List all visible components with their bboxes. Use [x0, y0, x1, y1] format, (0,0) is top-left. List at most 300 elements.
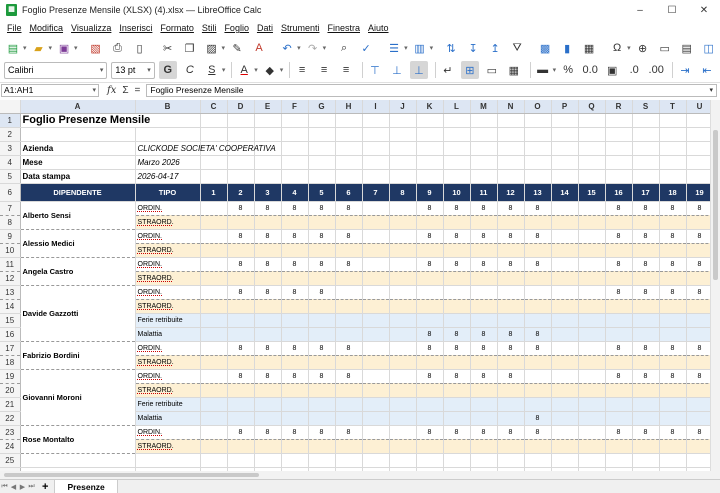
hours-cell[interactable]: [281, 355, 308, 369]
empty-cell[interactable]: [470, 127, 497, 141]
tipo-cell[interactable]: Malattia: [135, 327, 200, 341]
hours-cell[interactable]: [605, 313, 632, 327]
empty-cell[interactable]: [335, 141, 362, 155]
hours-cell[interactable]: 8: [659, 285, 686, 299]
row-icon[interactable]: ☰: [389, 42, 400, 55]
hours-cell[interactable]: [362, 425, 389, 439]
hours-cell[interactable]: [659, 411, 686, 425]
hours-cell[interactable]: [632, 299, 659, 313]
decrease-indent-icon[interactable]: ⇤: [702, 64, 712, 77]
hours-cell[interactable]: [524, 313, 551, 327]
hours-cell[interactable]: [551, 229, 578, 243]
menu-foglio[interactable]: Foglio: [224, 23, 249, 33]
hours-cell[interactable]: [281, 299, 308, 313]
hours-cell[interactable]: [470, 439, 497, 453]
hours-cell[interactable]: [686, 215, 713, 229]
empty-cell[interactable]: [416, 113, 443, 127]
hours-cell[interactable]: 8: [281, 257, 308, 271]
hours-cell[interactable]: [551, 355, 578, 369]
hours-cell[interactable]: [605, 383, 632, 397]
horizontal-scrollbar[interactable]: [0, 471, 720, 479]
hours-cell[interactable]: 8: [443, 425, 470, 439]
hours-cell[interactable]: 8: [416, 369, 443, 383]
column-header-l[interactable]: L: [443, 100, 470, 113]
hours-cell[interactable]: [605, 243, 632, 257]
empty-cell[interactable]: [470, 113, 497, 127]
empty-cell[interactable]: [416, 155, 443, 169]
empty-cell[interactable]: [389, 113, 416, 127]
font-color-icon[interactable]: A: [240, 64, 248, 76]
empty-cell[interactable]: [659, 141, 686, 155]
hours-cell[interactable]: [362, 243, 389, 257]
font-name-box[interactable]: Calibri ▾: [4, 62, 107, 79]
hours-cell[interactable]: 8: [308, 341, 335, 355]
hours-cell[interactable]: [659, 215, 686, 229]
hours-cell[interactable]: [362, 383, 389, 397]
hours-cell[interactable]: [443, 397, 470, 411]
prev-sheet-icon[interactable]: ◀: [10, 483, 17, 491]
hours-cell[interactable]: 8: [281, 369, 308, 383]
empty-cell[interactable]: [227, 169, 254, 183]
hours-cell[interactable]: [470, 411, 497, 425]
hours-cell[interactable]: [686, 271, 713, 285]
hours-cell[interactable]: [335, 411, 362, 425]
hours-cell[interactable]: [308, 299, 335, 313]
hours-cell[interactable]: [308, 243, 335, 257]
empty-cell[interactable]: [135, 453, 200, 467]
hours-cell[interactable]: [362, 355, 389, 369]
highlight-color-icon[interactable]: ◆: [265, 64, 274, 77]
header-day[interactable]: 2: [227, 183, 254, 201]
employee-name[interactable]: Alberto Sensi: [20, 201, 135, 229]
menu-dati[interactable]: Dati: [256, 23, 273, 33]
hours-cell[interactable]: 8: [686, 425, 713, 439]
hours-cell[interactable]: [443, 411, 470, 425]
pivot-table-icon[interactable]: ▦: [583, 42, 595, 55]
hours-cell[interactable]: [416, 243, 443, 257]
hours-cell[interactable]: [335, 243, 362, 257]
hours-cell[interactable]: [227, 411, 254, 425]
hours-cell[interactable]: [362, 229, 389, 243]
empty-cell[interactable]: [578, 453, 605, 467]
row-header-13[interactable]: 13: [0, 285, 20, 299]
hours-cell[interactable]: [578, 313, 605, 327]
empty-cell[interactable]: [254, 113, 281, 127]
hours-cell[interactable]: 8: [254, 257, 281, 271]
hours-cell[interactable]: [254, 355, 281, 369]
empty-cell[interactable]: [524, 155, 551, 169]
hours-cell[interactable]: [497, 243, 524, 257]
hours-cell[interactable]: [659, 383, 686, 397]
hours-cell[interactable]: 8: [524, 201, 551, 215]
hours-cell[interactable]: [362, 439, 389, 453]
hours-cell[interactable]: [335, 327, 362, 341]
row-header-2[interactable]: 2: [0, 127, 20, 141]
empty-cell[interactable]: [281, 453, 308, 467]
empty-cell[interactable]: [686, 169, 713, 183]
hours-cell[interactable]: [389, 299, 416, 313]
autofilter-icon[interactable]: ⛛: [512, 41, 522, 54]
hours-cell[interactable]: 8: [470, 201, 497, 215]
row-header-5[interactable]: 5: [0, 169, 20, 183]
hours-cell[interactable]: [632, 397, 659, 411]
hours-cell[interactable]: [659, 439, 686, 453]
column-header-g[interactable]: G: [308, 100, 335, 113]
column-header-r[interactable]: R: [605, 100, 632, 113]
hours-cell[interactable]: [362, 201, 389, 215]
hours-cell[interactable]: [524, 299, 551, 313]
empty-cell[interactable]: [605, 113, 632, 127]
hours-cell[interactable]: 8: [632, 425, 659, 439]
tipo-cell[interactable]: STRAORD.: [135, 383, 200, 397]
row-header-9[interactable]: 9: [0, 229, 20, 243]
header-day[interactable]: 9: [416, 183, 443, 201]
undo-icon[interactable]: ↶: [282, 42, 292, 55]
hours-cell[interactable]: [308, 313, 335, 327]
empty-cell[interactable]: [632, 155, 659, 169]
empty-cell[interactable]: [497, 113, 524, 127]
hours-cell[interactable]: [551, 439, 578, 453]
hours-cell[interactable]: [497, 271, 524, 285]
hours-cell[interactable]: 8: [416, 229, 443, 243]
hours-cell[interactable]: [551, 327, 578, 341]
hours-cell[interactable]: [389, 411, 416, 425]
hours-cell[interactable]: [362, 215, 389, 229]
print-preview-icon[interactable]: ▯: [136, 42, 143, 55]
empty-cell[interactable]: [254, 127, 281, 141]
hours-cell[interactable]: 8: [227, 229, 254, 243]
currency-format-icon[interactable]: ▬: [537, 64, 549, 76]
spreadsheet-grid[interactable]: [0, 100, 710, 471]
hours-cell[interactable]: [632, 327, 659, 341]
hours-cell[interactable]: [335, 299, 362, 313]
hours-cell[interactable]: [632, 439, 659, 453]
insert-image-icon[interactable]: ▩: [539, 42, 551, 55]
empty-cell[interactable]: [497, 127, 524, 141]
row-header-12[interactable]: 12: [0, 271, 20, 285]
hours-cell[interactable]: [416, 299, 443, 313]
empty-cell[interactable]: [551, 141, 578, 155]
hours-cell[interactable]: [443, 383, 470, 397]
hours-cell[interactable]: [497, 355, 524, 369]
clone-formatting-icon[interactable]: ✎: [232, 42, 242, 55]
hours-cell[interactable]: [281, 439, 308, 453]
hours-cell[interactable]: 8: [281, 425, 308, 439]
hours-cell[interactable]: [308, 271, 335, 285]
empty-cell[interactable]: [443, 127, 470, 141]
hours-cell[interactable]: [227, 215, 254, 229]
hours-cell[interactable]: [227, 439, 254, 453]
hours-cell[interactable]: 8: [443, 341, 470, 355]
empty-cell[interactable]: [200, 113, 227, 127]
empty-cell[interactable]: [254, 155, 281, 169]
empty-cell[interactable]: [524, 127, 551, 141]
hours-cell[interactable]: [254, 313, 281, 327]
menu-visualizza[interactable]: Visualizza: [71, 23, 112, 33]
hours-cell[interactable]: [470, 285, 497, 299]
hours-cell[interactable]: 8: [227, 285, 254, 299]
hours-cell[interactable]: 8: [335, 229, 362, 243]
empty-cell[interactable]: [416, 141, 443, 155]
hours-cell[interactable]: [227, 355, 254, 369]
info-label[interactable]: Mese: [20, 155, 135, 169]
sum-icon[interactable]: Σ: [122, 84, 129, 96]
hours-cell[interactable]: 8: [659, 341, 686, 355]
hours-cell[interactable]: 8: [470, 257, 497, 271]
column-header-t[interactable]: T: [659, 100, 686, 113]
empty-cell[interactable]: [632, 169, 659, 183]
horizontal-scroll-thumb[interactable]: [4, 473, 259, 477]
hours-cell[interactable]: [200, 383, 227, 397]
hours-cell[interactable]: [686, 397, 713, 411]
hours-cell[interactable]: 8: [335, 257, 362, 271]
hours-cell[interactable]: [524, 271, 551, 285]
hours-cell[interactable]: [605, 355, 632, 369]
hours-cell[interactable]: [335, 355, 362, 369]
empty-cell[interactable]: [416, 127, 443, 141]
empty-cell[interactable]: [605, 141, 632, 155]
row-header-20[interactable]: 20: [0, 383, 20, 397]
hours-cell[interactable]: [308, 397, 335, 411]
last-sheet-icon[interactable]: ⏭: [28, 482, 35, 490]
hours-cell[interactable]: [335, 215, 362, 229]
hours-cell[interactable]: 8: [443, 327, 470, 341]
hours-cell[interactable]: 8: [335, 341, 362, 355]
hours-cell[interactable]: 8: [524, 341, 551, 355]
hours-cell[interactable]: [686, 355, 713, 369]
hours-cell[interactable]: [578, 285, 605, 299]
empty-cell[interactable]: [659, 453, 686, 467]
hours-cell[interactable]: 8: [227, 425, 254, 439]
hours-cell[interactable]: [200, 355, 227, 369]
hours-cell[interactable]: [254, 299, 281, 313]
row-header-24[interactable]: 24: [0, 439, 20, 453]
hours-cell[interactable]: [389, 257, 416, 271]
empty-cell[interactable]: [686, 453, 713, 467]
column-header-m[interactable]: M: [470, 100, 497, 113]
hours-cell[interactable]: [227, 313, 254, 327]
empty-cell[interactable]: [227, 127, 254, 141]
hours-cell[interactable]: 8: [281, 229, 308, 243]
empty-cell[interactable]: [524, 141, 551, 155]
header-day[interactable]: 18: [659, 183, 686, 201]
hours-cell[interactable]: [578, 201, 605, 215]
hours-cell[interactable]: [605, 327, 632, 341]
header-day[interactable]: 11: [470, 183, 497, 201]
hours-cell[interactable]: [389, 369, 416, 383]
sheet-title[interactable]: Foglio Presenze Mensile: [20, 113, 200, 127]
hours-cell[interactable]: 8: [659, 369, 686, 383]
empty-cell[interactable]: [308, 169, 335, 183]
hours-cell[interactable]: [443, 299, 470, 313]
empty-cell[interactable]: [605, 155, 632, 169]
open-folder-icon[interactable]: ▰: [34, 42, 43, 55]
hours-cell[interactable]: [497, 439, 524, 453]
hours-cell[interactable]: [497, 313, 524, 327]
row-header-3[interactable]: 3: [0, 141, 20, 155]
hours-cell[interactable]: 8: [281, 341, 308, 355]
menu-stili[interactable]: Stili: [201, 23, 217, 33]
hours-cell[interactable]: 8: [254, 201, 281, 215]
tipo-cell[interactable]: ORDIN.: [135, 257, 200, 271]
row-header-1[interactable]: 1: [0, 113, 20, 127]
hours-cell[interactable]: [227, 243, 254, 257]
empty-cell[interactable]: [308, 141, 335, 155]
hours-cell[interactable]: [632, 243, 659, 257]
header-day[interactable]: 12: [497, 183, 524, 201]
first-sheet-icon[interactable]: ⏮: [1, 482, 8, 490]
hours-cell[interactable]: [659, 313, 686, 327]
hours-cell[interactable]: [254, 383, 281, 397]
empty-cell[interactable]: [686, 113, 713, 127]
hours-cell[interactable]: 8: [470, 327, 497, 341]
empty-cell[interactable]: [578, 127, 605, 141]
empty-cell[interactable]: [335, 127, 362, 141]
hours-cell[interactable]: 8: [632, 257, 659, 271]
header-day[interactable]: 8: [389, 183, 416, 201]
hours-cell[interactable]: [551, 257, 578, 271]
hours-cell[interactable]: [254, 271, 281, 285]
hours-cell[interactable]: 8: [686, 201, 713, 215]
hours-cell[interactable]: 8: [281, 201, 308, 215]
hours-cell[interactable]: 8: [497, 327, 524, 341]
hours-cell[interactable]: [659, 299, 686, 313]
hours-cell[interactable]: [281, 215, 308, 229]
employee-name[interactable]: Fabrizio Bordini: [20, 341, 135, 369]
tipo-cell[interactable]: ORDIN.: [135, 425, 200, 439]
sheet-tab-presenze[interactable]: Presenze: [54, 480, 117, 493]
row-header-4[interactable]: 4: [0, 155, 20, 169]
number-format-icon[interactable]: 0.0: [582, 64, 598, 76]
empty-cell[interactable]: [605, 127, 632, 141]
empty-cell[interactable]: [551, 127, 578, 141]
hours-cell[interactable]: 8: [605, 229, 632, 243]
empty-cell[interactable]: [308, 127, 335, 141]
hours-cell[interactable]: [632, 215, 659, 229]
empty-cell[interactable]: [524, 453, 551, 467]
header-day[interactable]: 13: [524, 183, 551, 201]
empty-cell[interactable]: [308, 155, 335, 169]
wrap-text-icon[interactable]: ↵: [443, 64, 453, 77]
hours-cell[interactable]: [389, 439, 416, 453]
empty-cell[interactable]: [659, 127, 686, 141]
merge-center-icon[interactable]: ⊞: [461, 61, 479, 79]
hours-cell[interactable]: 8: [335, 425, 362, 439]
hours-cell[interactable]: [389, 313, 416, 327]
hours-cell[interactable]: 8: [605, 257, 632, 271]
hours-cell[interactable]: [524, 383, 551, 397]
hours-cell[interactable]: 8: [227, 201, 254, 215]
hours-cell[interactable]: [578, 383, 605, 397]
hours-cell[interactable]: [254, 397, 281, 411]
hours-cell[interactable]: 8: [497, 257, 524, 271]
empty-cell[interactable]: [389, 155, 416, 169]
empty-cell[interactable]: [362, 141, 389, 155]
info-label[interactable]: Azienda: [20, 141, 135, 155]
hours-cell[interactable]: 8: [227, 257, 254, 271]
hours-cell[interactable]: [389, 355, 416, 369]
hours-cell[interactable]: [389, 271, 416, 285]
hours-cell[interactable]: [335, 313, 362, 327]
hours-cell[interactable]: [578, 411, 605, 425]
hours-cell[interactable]: [389, 341, 416, 355]
hours-cell[interactable]: [200, 243, 227, 257]
percent-format-icon[interactable]: %: [563, 64, 574, 76]
hours-cell[interactable]: [686, 299, 713, 313]
row-header-8[interactable]: 8: [0, 215, 20, 229]
hours-cell[interactable]: [686, 383, 713, 397]
hours-cell[interactable]: 8: [416, 257, 443, 271]
align-center-icon[interactable]: ≡: [320, 64, 328, 76]
hours-cell[interactable]: 8: [443, 201, 470, 215]
tipo-cell[interactable]: STRAORD.: [135, 243, 200, 257]
column-header-h[interactable]: H: [335, 100, 362, 113]
empty-cell[interactable]: [362, 155, 389, 169]
empty-cell[interactable]: [389, 453, 416, 467]
hours-cell[interactable]: [497, 285, 524, 299]
employee-name[interactable]: Davide Gazzotti: [20, 285, 135, 341]
hours-cell[interactable]: [605, 411, 632, 425]
hours-cell[interactable]: [227, 383, 254, 397]
empty-cell[interactable]: [200, 155, 227, 169]
italic-icon[interactable]: C: [185, 64, 194, 76]
hours-cell[interactable]: [551, 341, 578, 355]
hours-cell[interactable]: [578, 257, 605, 271]
hours-cell[interactable]: 8: [686, 369, 713, 383]
hours-cell[interactable]: [659, 271, 686, 285]
hours-cell[interactable]: [470, 355, 497, 369]
empty-cell[interactable]: [605, 169, 632, 183]
hours-cell[interactable]: [389, 383, 416, 397]
column-header-c[interactable]: C: [200, 100, 227, 113]
hours-cell[interactable]: 8: [659, 425, 686, 439]
empty-cell[interactable]: [362, 127, 389, 141]
hours-cell[interactable]: [389, 425, 416, 439]
headers-footers-icon[interactable]: ▤: [681, 42, 692, 55]
hours-cell[interactable]: [362, 299, 389, 313]
employee-name[interactable]: Angela Castro: [20, 257, 135, 285]
add-sheet-icon[interactable]: +: [42, 480, 49, 493]
empty-cell[interactable]: [335, 169, 362, 183]
empty-cell[interactable]: [551, 169, 578, 183]
hours-cell[interactable]: [470, 215, 497, 229]
empty-cell[interactable]: [200, 127, 227, 141]
hours-cell[interactable]: [200, 425, 227, 439]
header-day[interactable]: 5: [308, 183, 335, 201]
empty-cell[interactable]: [686, 127, 713, 141]
empty-cell[interactable]: [362, 453, 389, 467]
hours-cell[interactable]: 8: [686, 285, 713, 299]
align-middle-icon[interactable]: ⊥: [392, 64, 402, 77]
hours-cell[interactable]: 8: [416, 327, 443, 341]
empty-cell[interactable]: [443, 169, 470, 183]
hours-cell[interactable]: [578, 425, 605, 439]
empty-cell[interactable]: [443, 155, 470, 169]
hours-cell[interactable]: [254, 439, 281, 453]
menu-formato[interactable]: Formato: [160, 23, 194, 33]
empty-cell[interactable]: [659, 169, 686, 183]
menu-modifica[interactable]: Modifica: [29, 23, 64, 33]
close-button[interactable]: ✕: [699, 4, 709, 16]
empty-cell[interactable]: [605, 453, 632, 467]
empty-cell[interactable]: [470, 169, 497, 183]
hours-cell[interactable]: [335, 397, 362, 411]
hours-cell[interactable]: [416, 313, 443, 327]
hours-cell[interactable]: [254, 215, 281, 229]
column-header-b[interactable]: B: [135, 100, 200, 113]
column-header-k[interactable]: K: [416, 100, 443, 113]
empty-cell[interactable]: [335, 453, 362, 467]
